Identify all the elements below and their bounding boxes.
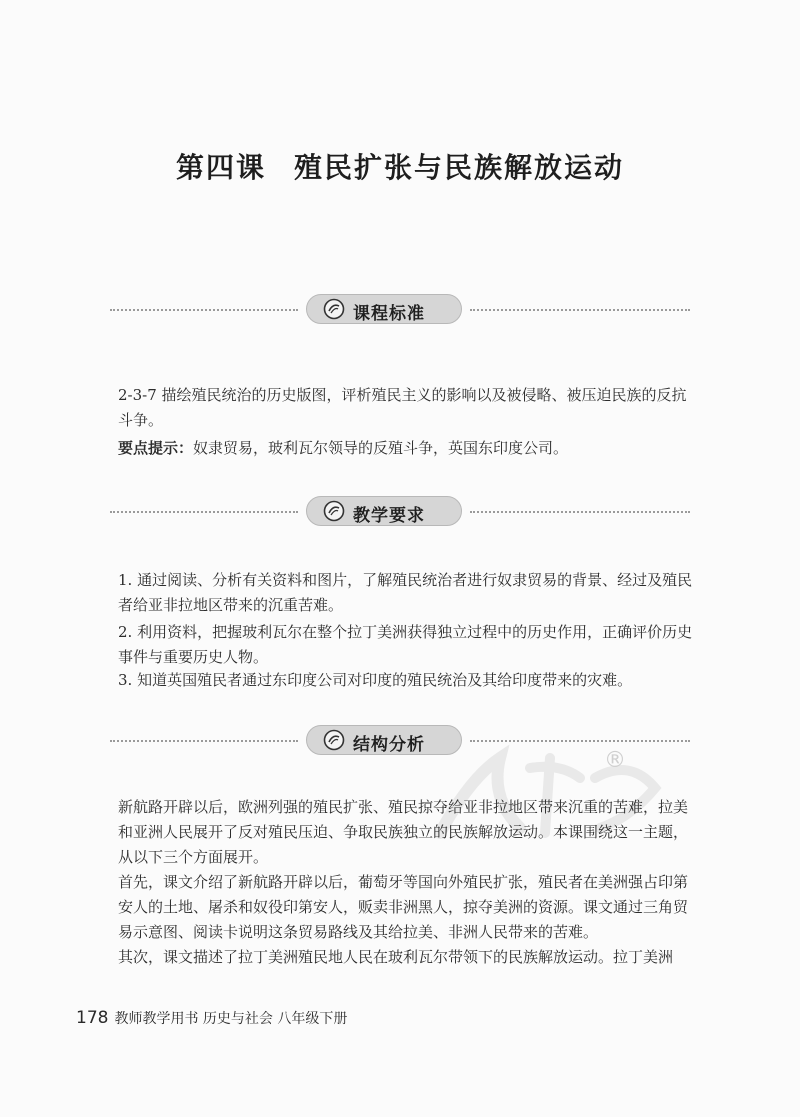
page-footer: [76, 1008, 347, 1028]
section-badge: [306, 496, 462, 526]
section-header-teaching: [110, 494, 690, 530]
divider-left: [110, 740, 298, 742]
structure-paragraph-3: 其次，课文描述了拉丁美洲殖民地人民在玻利瓦尔带领下的民族解放运动。拉丁美洲: [118, 948, 674, 966]
section-bullet-icon: [323, 298, 345, 320]
book-title: 教师教学用书 历史与社会 八年级下册: [114, 1011, 348, 1027]
lesson-number: 第四课: [175, 151, 266, 184]
section-bullet-icon: [323, 500, 345, 522]
structure-paragraph-1: 新航路开辟以后，欧洲列强的殖民扩张、殖民掠夺给亚非拉地区带来沉重的苦难，拉美和亚洲人民展开了反对殖民压迫、争取民族独立的民族解放运动。本课围绕这一主题，从以下三个方面展开。: [118, 798, 689, 866]
key-points-text: 奴隶贸易，玻利瓦尔领导的反殖斗争，英国东印度公司。: [193, 439, 569, 457]
teaching-item-1: 1. 通过阅读、分析有关资料和图片，了解殖民统治者进行奴隶贸易的背景、经过及殖民者给亚非拉地区带来的沉重苦难。: [118, 571, 693, 614]
divider-left: [110, 511, 298, 513]
section-bullet-icon: [323, 729, 345, 751]
teaching-item-2: 2. 利用资料，把握玻利瓦尔在整个拉丁美洲获得独立过程中的历史作用，正确评价历史事件与重要历史人物。: [118, 623, 693, 666]
section-heading: 课程标准: [353, 304, 425, 324]
divider-right: [470, 309, 690, 311]
section-heading: 教学要求: [353, 506, 425, 526]
structure-paragraph-2: 首先，课文介绍了新航路开辟以后，葡萄牙等国向外殖民扩张，殖民者在美洲强占印第安人的土地、屠杀和奴役印第安人，贩卖非洲黑人，掠夺美洲的资源。课文通过三角贸易示意图、阅读卡说明这条贸易路线及其给拉美、非洲人民带来的苦难。: [118, 873, 689, 941]
registered-mark: ®: [604, 748, 626, 773]
lesson-name: 殖民扩张与民族解放运动: [294, 151, 625, 184]
page-number: 178: [76, 1008, 109, 1028]
key-points: [118, 436, 696, 461]
lesson-title: [0, 146, 800, 186]
teaching-item-3: 3. 知道英国殖民者通过东印度公司对印度的殖民统治及其给印度带来的灾难。: [118, 671, 633, 689]
key-points-label: 要点提示：: [118, 439, 194, 457]
divider-left: [110, 309, 298, 311]
curriculum-standard: 2-3-7 描绘殖民统治的历史版图，评析殖民主义的影响以及被侵略、被压迫民族的反抗斗争。: [118, 386, 687, 429]
divider-right: [470, 511, 690, 513]
section-badge: [306, 294, 462, 324]
section-heading: 结构分析: [353, 735, 425, 755]
section-header-curriculum: [110, 292, 690, 328]
